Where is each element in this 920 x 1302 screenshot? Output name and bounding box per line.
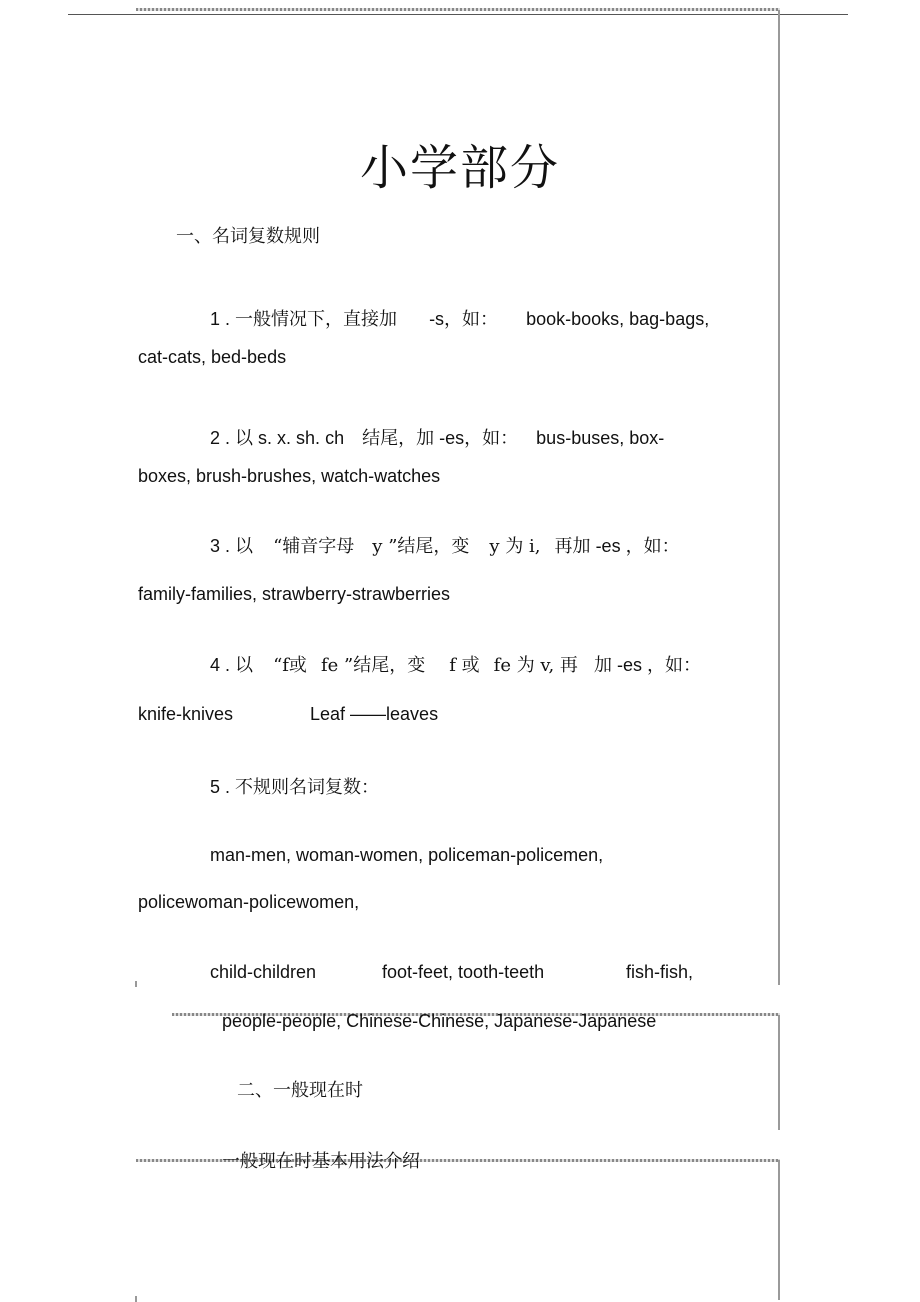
rule2-line1 xyxy=(210,427,664,450)
rule4-example-1: knife-knives xyxy=(138,704,234,724)
rule1-line1 xyxy=(210,308,709,331)
page-title: 小学部分 xyxy=(359,140,560,196)
right-margin-rule-2 xyxy=(778,1015,780,1130)
rule2-yi: 以 xyxy=(235,428,254,449)
rule3-quote: “辅音字母 xyxy=(273,536,355,557)
left-scan-tick-2 xyxy=(135,1296,137,1302)
rule5-number: 5 . xyxy=(210,777,231,797)
rule4-jia: 加 xyxy=(593,655,612,676)
header-rule xyxy=(68,14,848,15)
rule3-suffix: -es ，如： xyxy=(595,536,680,556)
rule2-number: 2 . xyxy=(210,428,231,448)
rule3-text: 再加 xyxy=(554,536,591,557)
rule2-letters: s. x. sh. ch xyxy=(258,428,345,448)
rule5-irregulars-3c: fish-fish, xyxy=(626,962,694,982)
rule2-suffix: -es，如： xyxy=(439,428,519,448)
left-scan-tick-1 xyxy=(135,981,137,987)
rule5-irregulars-4: people-people, Chinese-Chinese, Japanese-Japanese xyxy=(222,1011,657,1031)
section2-heading: 二、一般现在时 xyxy=(237,1080,363,1101)
rule4-yi: 以 xyxy=(235,655,254,676)
rule4-line1 xyxy=(210,654,701,677)
rule5-text: 不规则名词复数： xyxy=(235,777,380,798)
rule5-irregulars-3b: foot-feet, tooth-teeth xyxy=(382,962,545,982)
rule5-irregulars-1: man-men, woman-women, policeman-policemen, xyxy=(210,845,604,865)
rule4-example-2: Leaf ——leaves xyxy=(310,704,439,724)
rule4-f: f 或 xyxy=(449,655,480,676)
rule1-text: 一般情况下，直接加 xyxy=(235,309,398,330)
right-margin-rule-3 xyxy=(778,1160,780,1300)
rule4-fe2: fe 为 v, 再 xyxy=(493,655,578,676)
rule1-examples-b: cat-cats, bed-beds xyxy=(138,347,287,367)
rule3-yi: 以 xyxy=(235,536,254,557)
section1-heading: 一、名词复数规则 xyxy=(176,226,320,247)
rule2-examples-a: bus-buses, box- xyxy=(536,428,665,448)
rule3-y: y ”结尾，变 xyxy=(372,536,470,557)
rule3-number: 3 . xyxy=(210,536,231,556)
rule1-number: 1 . xyxy=(210,309,231,329)
rule2-text: 结尾，加 xyxy=(362,428,435,449)
rule4-fe: fe ”结尾，变 xyxy=(320,655,426,676)
rule2-examples-b: boxes, brush-brushes, watch-watches xyxy=(138,466,441,486)
rule1-suffix: -s，如： xyxy=(429,309,499,329)
rule3-line1 xyxy=(210,535,680,558)
rule4-number: 4 . xyxy=(210,655,231,675)
rule5-irregulars-2: policewoman-policewomen, xyxy=(138,892,360,912)
top-scan-border xyxy=(136,8,780,11)
rule3-y2: y 为 i, xyxy=(489,536,541,557)
rule5-line1 xyxy=(210,776,379,799)
rule3-examples: family-families, strawberry-strawberries xyxy=(138,584,451,604)
rule5-irregulars-3a: child-children xyxy=(210,962,317,982)
section2-subheading: 一般现在时基本用法介绍 xyxy=(222,1151,420,1172)
rule4-quote: “f或 xyxy=(273,655,307,676)
rule4-suffix: -es ，如： xyxy=(616,655,701,675)
rule1-examples-a: book-books, bag-bags, xyxy=(526,309,710,329)
